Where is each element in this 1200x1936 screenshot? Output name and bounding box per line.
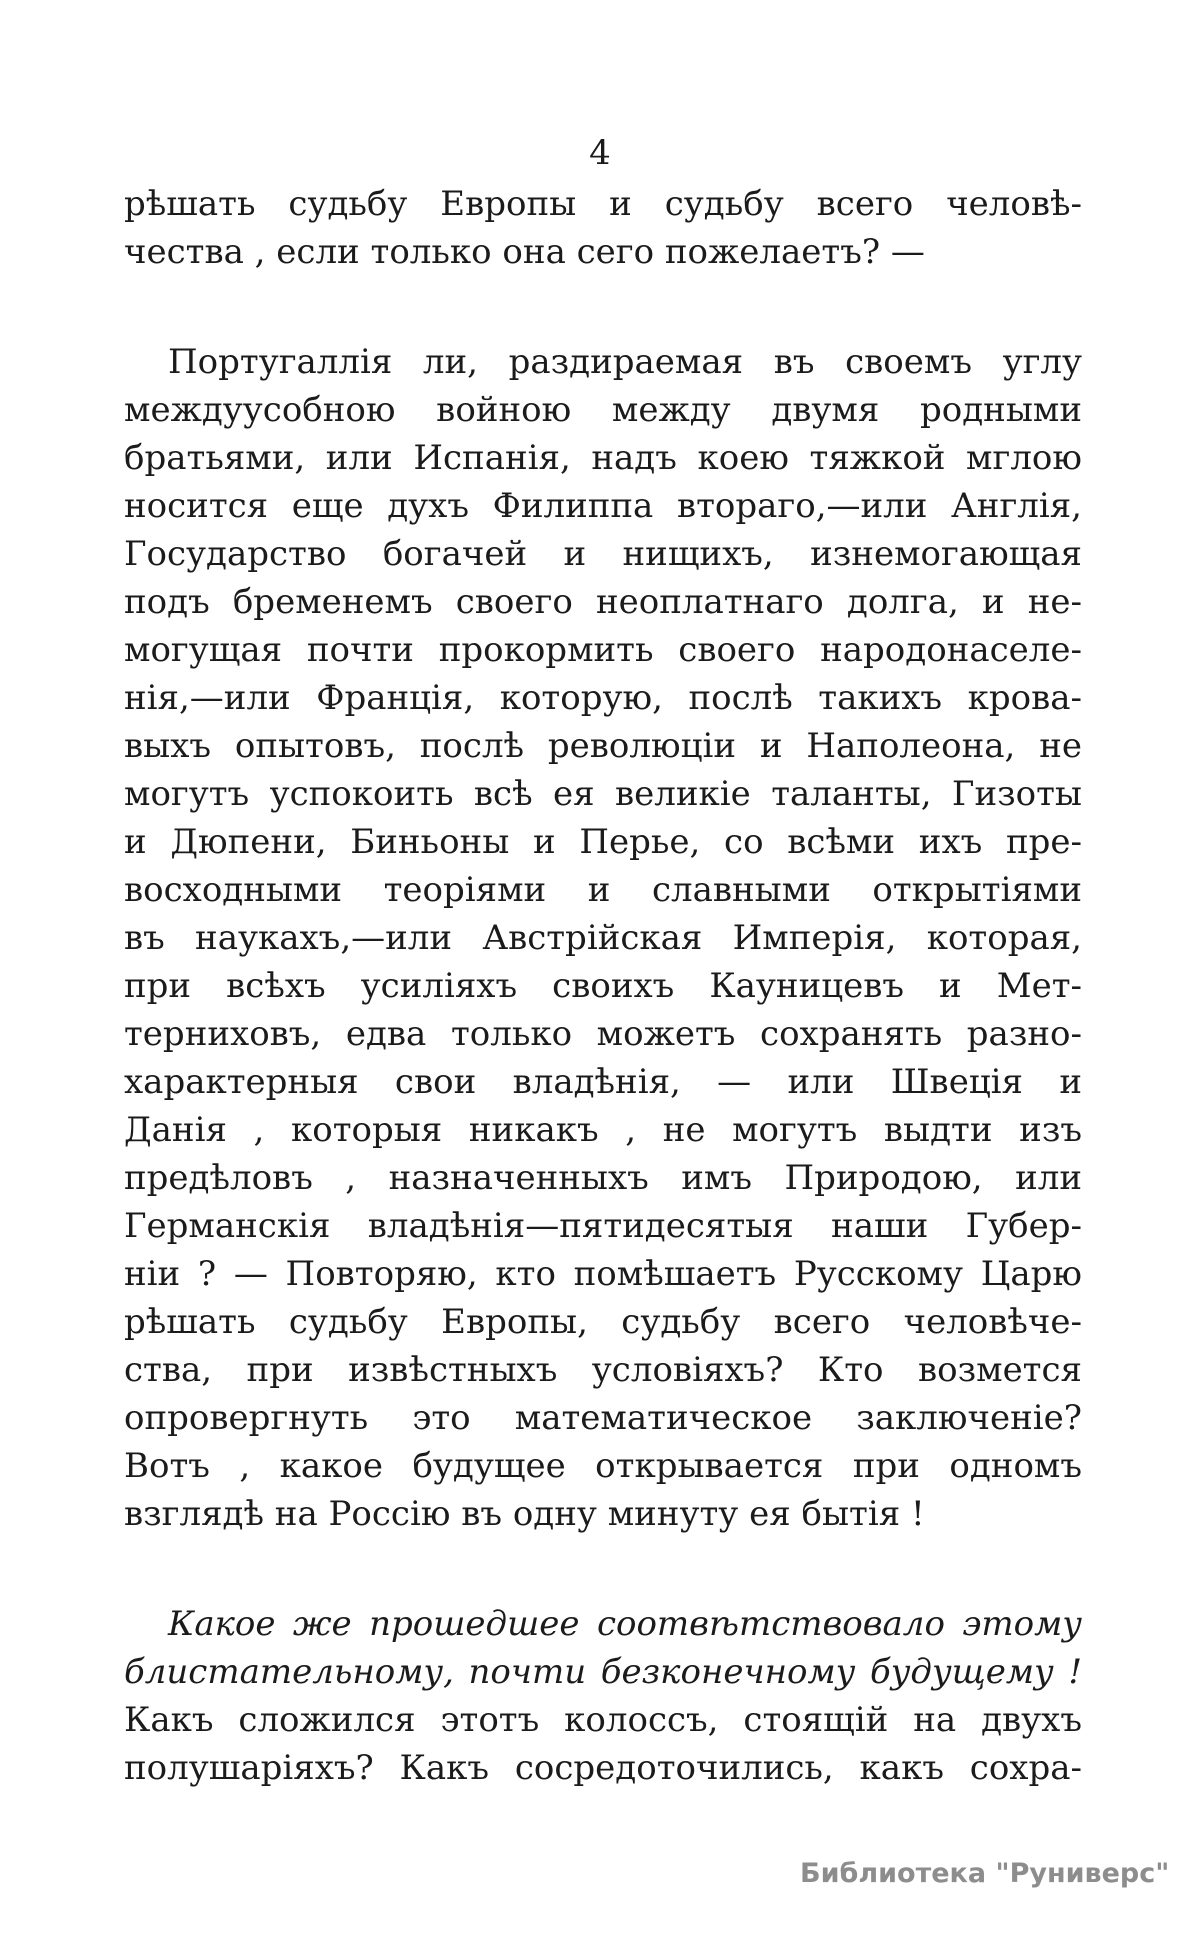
text-line: могутъ успокоить всѣ ея великіе таланты, Гизоты — [124, 774, 1082, 814]
text-line: нія,—или Франція, которую, послѣ такихъ крова- — [124, 678, 1082, 718]
text-line: предѣловъ , назначенныхъ имъ Природою, или — [124, 1158, 1082, 1198]
text-line: братьями, или Испанія, надъ коею тяжкой мглою — [124, 438, 1082, 478]
text-line: рѣшать судьбу Европы и судьбу всего человѣ- — [124, 184, 1082, 224]
text-line: Германскія владѣнія—пятидесятыя наши Губер- — [124, 1206, 1082, 1246]
paragraph — [124, 1600, 1082, 1792]
page-number: 4 — [589, 133, 611, 173]
text-line: блистательному, почти безконечному будущему ! — [124, 1652, 1082, 1692]
text-line: опровергнуть это математическое заключеніе? — [124, 1398, 1082, 1438]
text-line: ніи ? — Повторяю, кто помѣшаетъ Русскому Царю — [124, 1254, 1082, 1294]
text-line: Какъ сложился этотъ колоссъ, стоящій на двухъ — [124, 1700, 1082, 1740]
text-line: въ наукахъ,—или Австрійская Имперія, которая, — [124, 918, 1082, 958]
text-line: Данія , которыя никакъ , не могутъ выдти изъ — [124, 1110, 1082, 1150]
text-line: подъ бременемъ своего неоплатнаго долга, и не- — [124, 582, 1082, 622]
text-line: взглядѣ на Россію въ одну минуту ея бытія ! — [124, 1494, 925, 1534]
text-line: чества , если только она сего пожелаетъ? — — [124, 232, 925, 272]
text-line: носится еще духъ Филиппа втораго,—или Англія, — [124, 486, 1082, 526]
text-line: и Дюпени, Биньоны и Перье, со всѣми ихъ пре- — [124, 822, 1082, 862]
text-line: терниховъ, едва только можетъ сохранять разно- — [124, 1014, 1082, 1054]
text-line: могущая почти прокормить своего народонаселе- — [124, 630, 1082, 670]
text-line: выхъ опытовъ, послѣ революціи и Наполеона, не — [124, 726, 1082, 766]
text-line: Государство богачей и нищихъ, изнемогающая — [124, 534, 1082, 574]
text-line: при всѣхъ усиліяхъ своихъ Кауницевъ и Мет- — [124, 966, 1082, 1006]
library-watermark: Библиотека "Руниверс" — [800, 1858, 1170, 1889]
text-line: междуусобною войною между двумя родными — [124, 390, 1082, 430]
text-line: рѣшать судьбу Европы, судьбу всего человѣче- — [124, 1302, 1082, 1342]
text-line: Какое же прошедшее соотвѣтствовало этому — [168, 1604, 1082, 1644]
text-line: полушаріяхъ? Какъ сосредоточились, какъ сохра- — [124, 1748, 1082, 1788]
paragraph — [124, 338, 1082, 1538]
text-line: характерныя свои владѣнія, — или Швеція и — [124, 1062, 1082, 1102]
text-line: ства, при извѣстныхъ условіяхъ? Кто возмется — [124, 1350, 1082, 1390]
paragraph — [124, 180, 1082, 276]
text-line: восходными теоріями и славными открытіями — [124, 870, 1082, 910]
text-line: Вотъ , какое будущее открывается при одномъ — [124, 1446, 1082, 1486]
body-text — [124, 180, 1082, 1792]
text-line: Португаллія ли, раздираемая въ своемъ углу — [168, 342, 1082, 382]
